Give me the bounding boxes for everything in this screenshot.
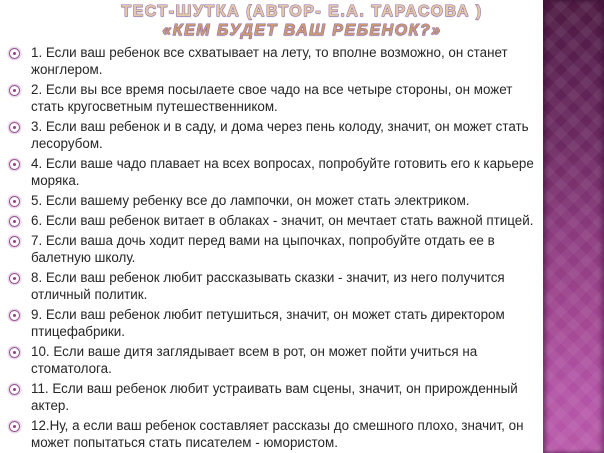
target-dot-bullet-icon (9, 159, 20, 170)
target-dot-bullet-icon (9, 122, 20, 133)
list-item-text: 12.Ну, а если ваш ребенок составляет рассказы до смешного плохо, значит, он может попытаться стать писателем - юмористом. (31, 418, 524, 450)
target-dot-bullet-icon (9, 216, 20, 227)
slide-title-line1: ТЕСТ-ШУТКА (АВТОР- Е.А. ТАРАСОВА ) (121, 3, 483, 20)
target-dot-bullet-icon (9, 85, 20, 96)
list-item (6, 118, 542, 152)
list-item-text: 7. Если ваша дочь ходит перед вами на цыпочках, попробуйте отдать ее в балетную школу. (31, 233, 495, 265)
list-item-text: 10. Если ваше дитя заглядывает всем в рот, он может пойти учиться на стоматолога. (31, 344, 478, 376)
list-item-text: 6. Если ваш ребенок витает в облаках - значит, он мечтает стать важной птицей. (31, 213, 534, 228)
target-dot-bullet-icon (9, 196, 20, 207)
list-item-text: 5. Если вашему ребенку все до лампочки, он может стать электриком. (31, 193, 470, 208)
list-item-text: 11. Если ваш ребенок любит устраивать вам сцены, значит, он прирожденный актер. (31, 381, 518, 413)
list-item (6, 81, 542, 115)
list-item-text: 3. Если ваш ребенок и в саду, и дома через пень колоду, значит, он может стать лесорубом. (31, 119, 529, 151)
list-item (6, 212, 542, 229)
target-dot-bullet-icon (9, 273, 20, 284)
list-item (6, 269, 542, 303)
list-item (6, 155, 542, 189)
target-dot-bullet-icon (9, 48, 20, 59)
list-item (6, 192, 542, 209)
list-item (6, 232, 542, 266)
list-item (6, 44, 542, 78)
list-item (6, 343, 542, 377)
list-item (6, 380, 542, 414)
target-dot-bullet-icon (9, 310, 20, 321)
target-dot-bullet-icon (9, 236, 20, 247)
target-dot-bullet-icon (9, 421, 20, 432)
target-dot-bullet-icon (9, 384, 20, 395)
list-item-text: 2. Если вы все время посылаете свое чадо на все четыре стороны, он может стать кругосветным путешественником. (31, 82, 513, 114)
test-items-list (6, 44, 542, 453)
slide-title (0, 0, 604, 40)
slide-title-line2: «КЕМ БУДЕТ ВАШ РЕБЕНОК?» (162, 22, 442, 39)
list-item (6, 306, 542, 340)
list-item (6, 417, 542, 451)
decorative-side-strip (543, 0, 604, 453)
list-item-text: 4. Если ваше чадо плавает на всех вопросах, попробуйте готовить его к карьере моряка. (31, 156, 534, 188)
list-item-text: 8. Если ваш ребенок любит рассказывать сказки - значит, из него получится отличный политик. (31, 270, 505, 302)
target-dot-bullet-icon (9, 347, 20, 358)
list-item-text: 1. Если ваш ребенок все схватывает на лету, то вполне возможно, он станет жонглером. (31, 45, 508, 77)
list-item-text: 9. Если ваш ребенок любит петушиться, значит, он может стать директором птицефабрики. (31, 307, 505, 339)
